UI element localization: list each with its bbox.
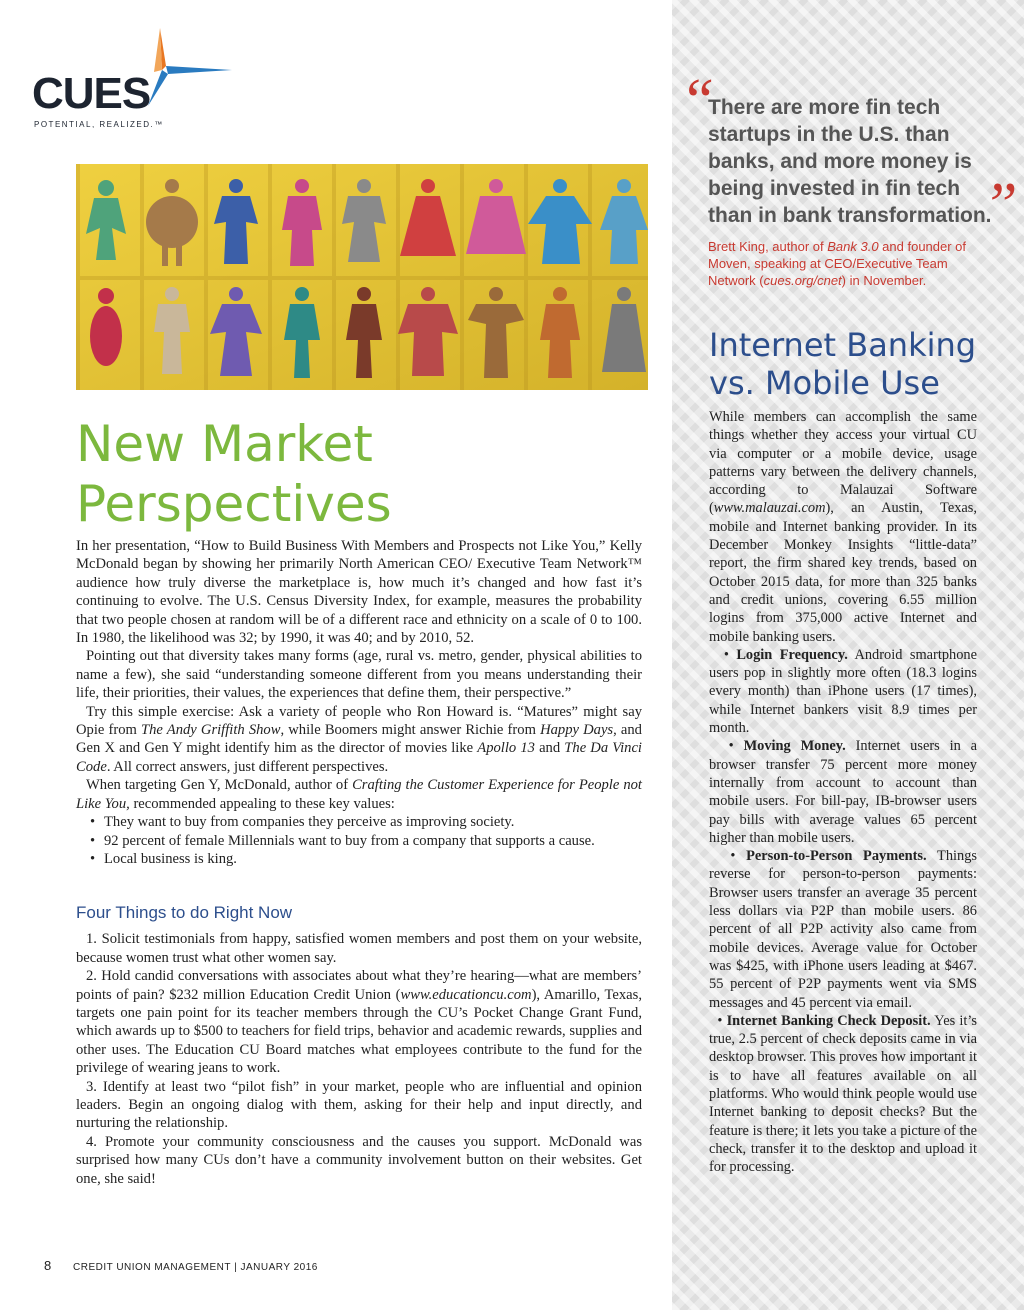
logo-tagline: POTENTIAL, REALIZED.™ xyxy=(34,120,164,129)
sidebar-title-line-1: Internet Banking xyxy=(709,326,977,364)
quote-close-mark: ” xyxy=(983,171,1018,239)
sidebar-item-moving-money: • Moving Money. Internet users in a browser transfer 75 percent more money internally from account to account than mobile users. For bill-pay, IB-browser users pay bills with average values 65 percent higher than mobile users. xyxy=(709,738,978,846)
page-footer xyxy=(44,1258,318,1273)
issue-date: JANUARY 2016 xyxy=(240,1262,318,1273)
title-line-1: New Market xyxy=(76,415,373,473)
cues-logo[interactable] xyxy=(32,28,212,128)
list-item: • 92 percent of female Millennials want to buy from a company that supports a cause. xyxy=(76,832,642,850)
paragraph-diversity: Pointing out that diversity takes many forms (age, rural vs. metro, gender, physical abilities to name a few), she said “understanding someone different from you means understanding their life, their priorities, their values, the experiences that define them, their perspective.” xyxy=(76,648,642,702)
step-4: 4. Promote your community consciousness and the causes you support. McDonald was surprised how many CUs don’t have a community involvement button on their websites. Get one, she said! xyxy=(76,1133,642,1187)
sidebar-body xyxy=(709,408,977,1176)
hero-image-figures xyxy=(76,164,648,390)
quote-open-mark: “ xyxy=(680,67,715,135)
paragraph-intro: In her presentation, “How to Build Business With Members and Prospects not Like You,” Kelly McDonald began by showing her primarily North American CEO/ Executive Team Network™ audience how truly diverse the marketplace is, how much it’s changed and how fast it’s continuing to evolve. The U.S. Census Diversity Index, for example, measures the probability that two people chosen at random will be of a different race and ethnicity on a scale of 0 to 100. In 1980, the likelihood was 32; by 1990, it was 40; and by 2010, 52. xyxy=(76,538,642,647)
page-number: 8 xyxy=(44,1258,52,1273)
sidebar-item-login: • Login Frequency. Android smartphone users pop in slightly more often (18.3 logins every month) than iPhone users (17 times), while Internet bankers visit 8.9 times per month. xyxy=(709,646,977,737)
step-3: 3. Identify at least two “pilot fish” in your market, people who are influential and opinion leaders. Begin an ongoing dialog with them, asking for their help and input directly, and nurturing the relationship. xyxy=(76,1078,642,1132)
paragraph-exercise: Try this simple exercise: Ask a variety of people who Ron Howard is. “Matures” might say Opie from The Andy Griffith Show, while Boomers might answer Richie from Happy Days, and Gen X and Gen Y might identify him as the director of movies like Apollo 13 and The Da Vinci Code. All correct answers, just different perspectives. xyxy=(76,703,642,775)
values-list xyxy=(76,813,642,868)
step-2: 2. Hold candid conversations with associates about what they’re hearing—what are members’ points of pain? $232 million Education Credit Union (www.educationcu.com), Amarillo, Texas, targets one pain point for its teacher members through the CU’s Pocket Change Grant Fund, which awards up to $500 to teachers for field trips, behavior and academic rewards, supplies and other uses. The Education CU Board matches what employees contribute to the fund for the privilege of wearing jeans to work. xyxy=(76,968,642,1077)
publication-name: CREDIT UNION MANAGEMENT xyxy=(73,1262,231,1273)
cnet-link[interactable]: cues.org/cnet xyxy=(763,273,842,288)
educationcu-link[interactable]: www.educationcu.com xyxy=(400,986,532,1003)
step-1: 1. Solicit testimonials from happy, satisfied women members and post them on your website, because women trust what other women say. xyxy=(76,931,642,966)
logo-wordmark: CUES xyxy=(32,69,151,118)
sidebar-item-p2p: • Person-to-Person Payments. Things reverse for person-to-person payments: Browser users transfer an average 35 percent less dollars via P2P than mobile users. 86 percent of all P2P activity also came from mobile devices. Average value for October was $425, with iPhone users leading at $467. 55 percent of P2P payments went via SMS messages and 45 percent via email. xyxy=(709,848,977,1011)
footer-separator: | xyxy=(234,1262,238,1273)
list-item: • Local business is king. xyxy=(76,850,642,868)
sidebar-item-check-deposit: • Internet Banking Check Deposit. Yes it’s true, 2.5 percent of check deposits came in via desktop browser. This proves how important it is to have all features available on all platforms. Who would think people would use Internet banking to deposit checks? But the feature is there; it lets you take a picture of the check, transfer it to the desktop and upload it for processing. xyxy=(709,1012,977,1176)
paragraph-gen-y: When targeting Gen Y, McDonald, author of Crafting the Customer Experience for People not Like You, recommended appealing to these key values: xyxy=(76,777,642,812)
subhead-four-things: Four Things to do Right Now xyxy=(76,903,293,923)
star-icon xyxy=(142,28,232,118)
sidebar-title-line-2: vs. Mobile Use xyxy=(709,364,940,402)
article-body xyxy=(76,537,642,1188)
quote-attribution: Brett King, author of Bank 3.0 and founder of Moven, speaking at CEO/Executive Team Network (cues.org/cnet) in November. xyxy=(708,239,967,288)
pull-quote: There are more fin tech startups in the U.S. than banks, and more money is being invested in fin tech than in bank transformation. xyxy=(708,96,992,227)
malauzai-link[interactable]: www.malauzai.com xyxy=(713,500,826,517)
article-title xyxy=(76,414,636,534)
title-line-2: Perspectives xyxy=(76,475,392,533)
sidebar-title xyxy=(709,326,999,402)
list-item: • They want to buy from companies they perceive as improving society. xyxy=(76,813,642,831)
sidebar-intro: While members can accomplish the same things whether they access your virtual CU via computer or a mobile device, usage patterns vary between the delivery channels, according to Malauzai Software (www.malauzai.com), an Austin, Texas, mobile and Internet banking provider. In its December Monkey Insights “little-data” report, the firm shared key trends, based on October 2015 data, for more than 325 banks and credit unions, covering 6.55 million logins from 375,000 active Internet and mobile banking users. xyxy=(709,409,977,645)
